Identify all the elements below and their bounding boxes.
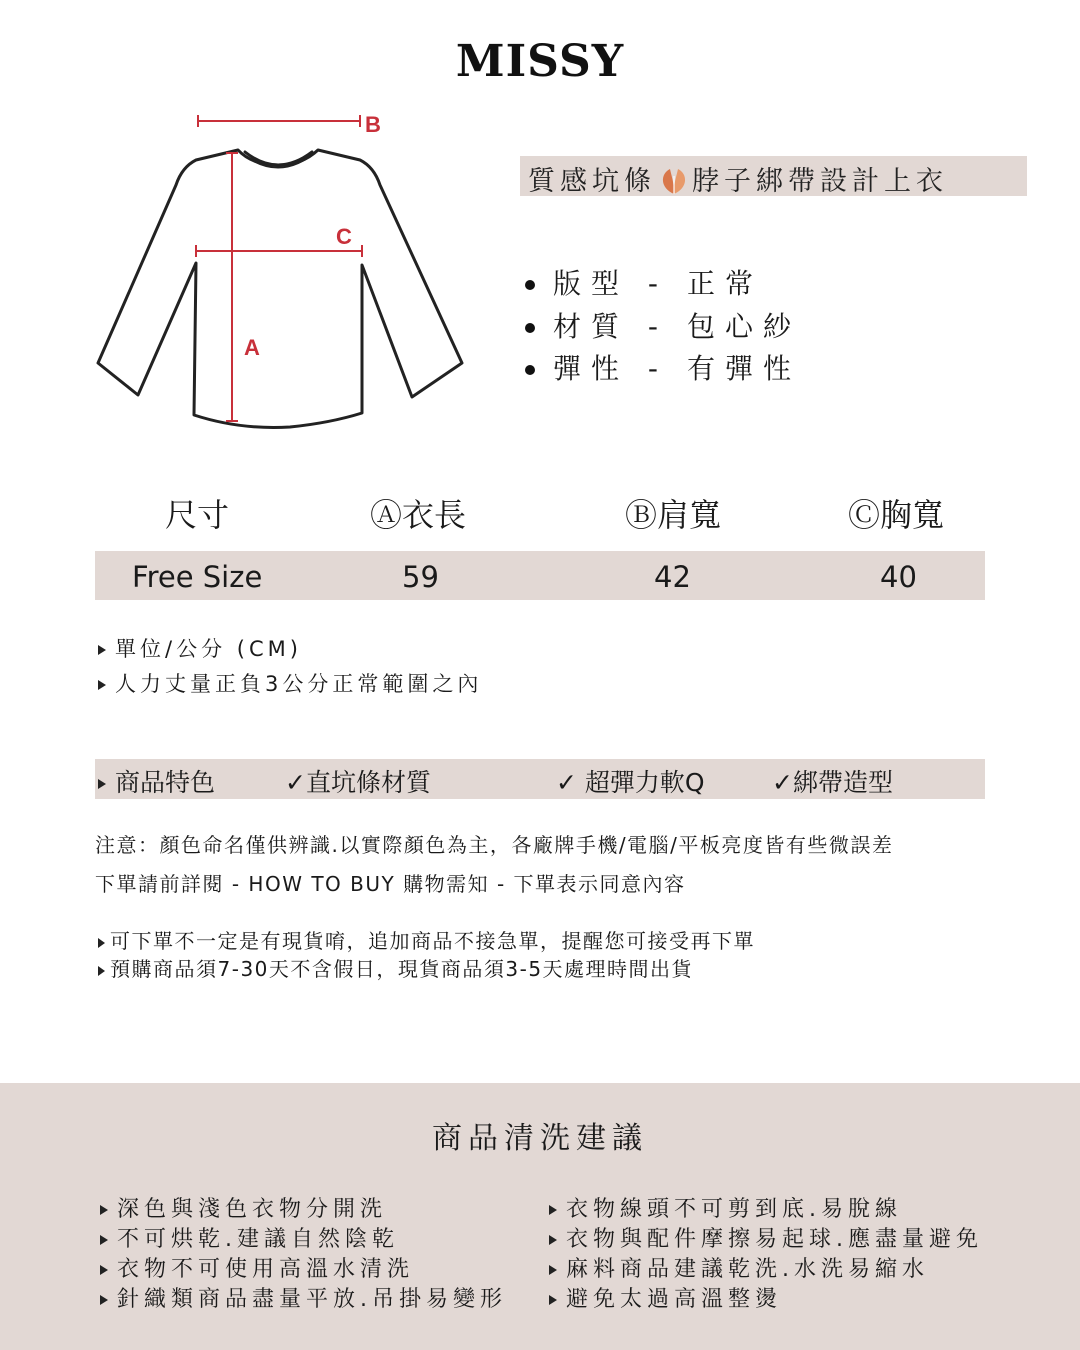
product-title-part1: 質感坑條 [528, 166, 656, 197]
size-cell-shoulder: 42 [654, 560, 691, 594]
label-b: B [365, 112, 381, 137]
product-title-part2: 脖子綁帶設計上衣 [692, 166, 948, 197]
care-left-3: 衣物不可使用高溫水清洗 [100, 1252, 414, 1283]
triangle-bullet-icon [100, 1205, 108, 1215]
features-label: 商品特色 [98, 763, 215, 799]
care-right-4: 避免太過高溫整燙 [549, 1282, 782, 1313]
triangle-bullet-icon [98, 645, 106, 655]
leaf-icon [656, 166, 692, 196]
feature-item-1: ✓直坑條材質 [285, 768, 431, 797]
size-cell-size: Free Size [132, 560, 263, 594]
bullet-icon [525, 280, 535, 290]
triangle-bullet-icon [100, 1235, 108, 1245]
triangle-bullet-icon [98, 938, 105, 948]
size-header-size: 尺寸 [165, 496, 230, 534]
preorder-note-2: 預購商品須7-30天不含假日，現貨商品須3-5天處理時間出貨 [98, 953, 693, 982]
triangle-bullet-icon [100, 1265, 108, 1275]
size-header-chest: Ⓒ胸寬 [848, 496, 945, 534]
care-left-1: 深色與淺色衣物分開洗 [100, 1192, 387, 1223]
note-tolerance: 人力丈量正負3公分正常範圍之內 [98, 668, 482, 698]
care-left-2: 不可烘乾.建議自然陰乾 [100, 1222, 399, 1253]
triangle-bullet-icon [549, 1205, 557, 1215]
label-c: C [336, 224, 352, 249]
spec-elasticity: 彈性 - 有彈性 [525, 347, 801, 387]
size-header-shoulder: Ⓑ肩寬 [625, 496, 722, 534]
feature-item-3: ✓綁帶造型 [772, 768, 893, 797]
triangle-bullet-icon [98, 966, 105, 976]
size-cell-length: 59 [402, 560, 439, 594]
feature-item-2: ✓ 超彈力軟Q [556, 768, 705, 797]
neckline [245, 152, 312, 165]
product-title [528, 159, 948, 198]
warning-line-1: 注意：顏色命名僅供辨識.以實際顏色為主，各廠牌手機/電腦/平板亮度皆有些微誤差 [95, 833, 894, 857]
bullet-icon [525, 365, 535, 375]
triangle-bullet-icon [549, 1295, 557, 1305]
care-left-4: 針織類商品盡量平放.吊掛易變形 [100, 1282, 507, 1313]
garment-measurement-diagram [90, 105, 480, 440]
brand-logo: MISSY [455, 36, 625, 87]
triangle-bullet-icon [549, 1235, 557, 1245]
care-right-2: 衣物與配件摩擦易起球.應盡量避免 [549, 1222, 983, 1253]
bullet-icon [525, 323, 535, 333]
warning-line-2: 下單請前詳閱 - HOW TO BUY 購物需知 - 下單表示同意內容 [95, 872, 686, 896]
triangle-bullet-icon [549, 1265, 557, 1275]
note-unit: 單位/公分 (CM) [98, 633, 302, 663]
care-right-3: 麻料商品建議乾洗.水洗易縮水 [549, 1252, 929, 1283]
care-title: 商品清洗建議 [432, 1121, 648, 1156]
size-header-length: Ⓐ衣長 [370, 496, 467, 534]
preorder-note-1: 可下單不一定是有現貨唷，追加商品不接急單，提醒您可接受再下單 [98, 925, 755, 954]
spec-material: 材質 - 包心紗 [525, 305, 801, 345]
triangle-bullet-icon [98, 779, 106, 789]
label-a: A [244, 335, 260, 360]
care-right-1: 衣物線頭不可剪到底.易脫線 [549, 1192, 902, 1223]
spec-fit: 版型 - 正常 [525, 262, 763, 302]
size-cell-chest: 40 [880, 560, 917, 594]
triangle-bullet-icon [100, 1295, 108, 1305]
triangle-bullet-icon [98, 680, 106, 690]
garment-outline [98, 150, 462, 428]
